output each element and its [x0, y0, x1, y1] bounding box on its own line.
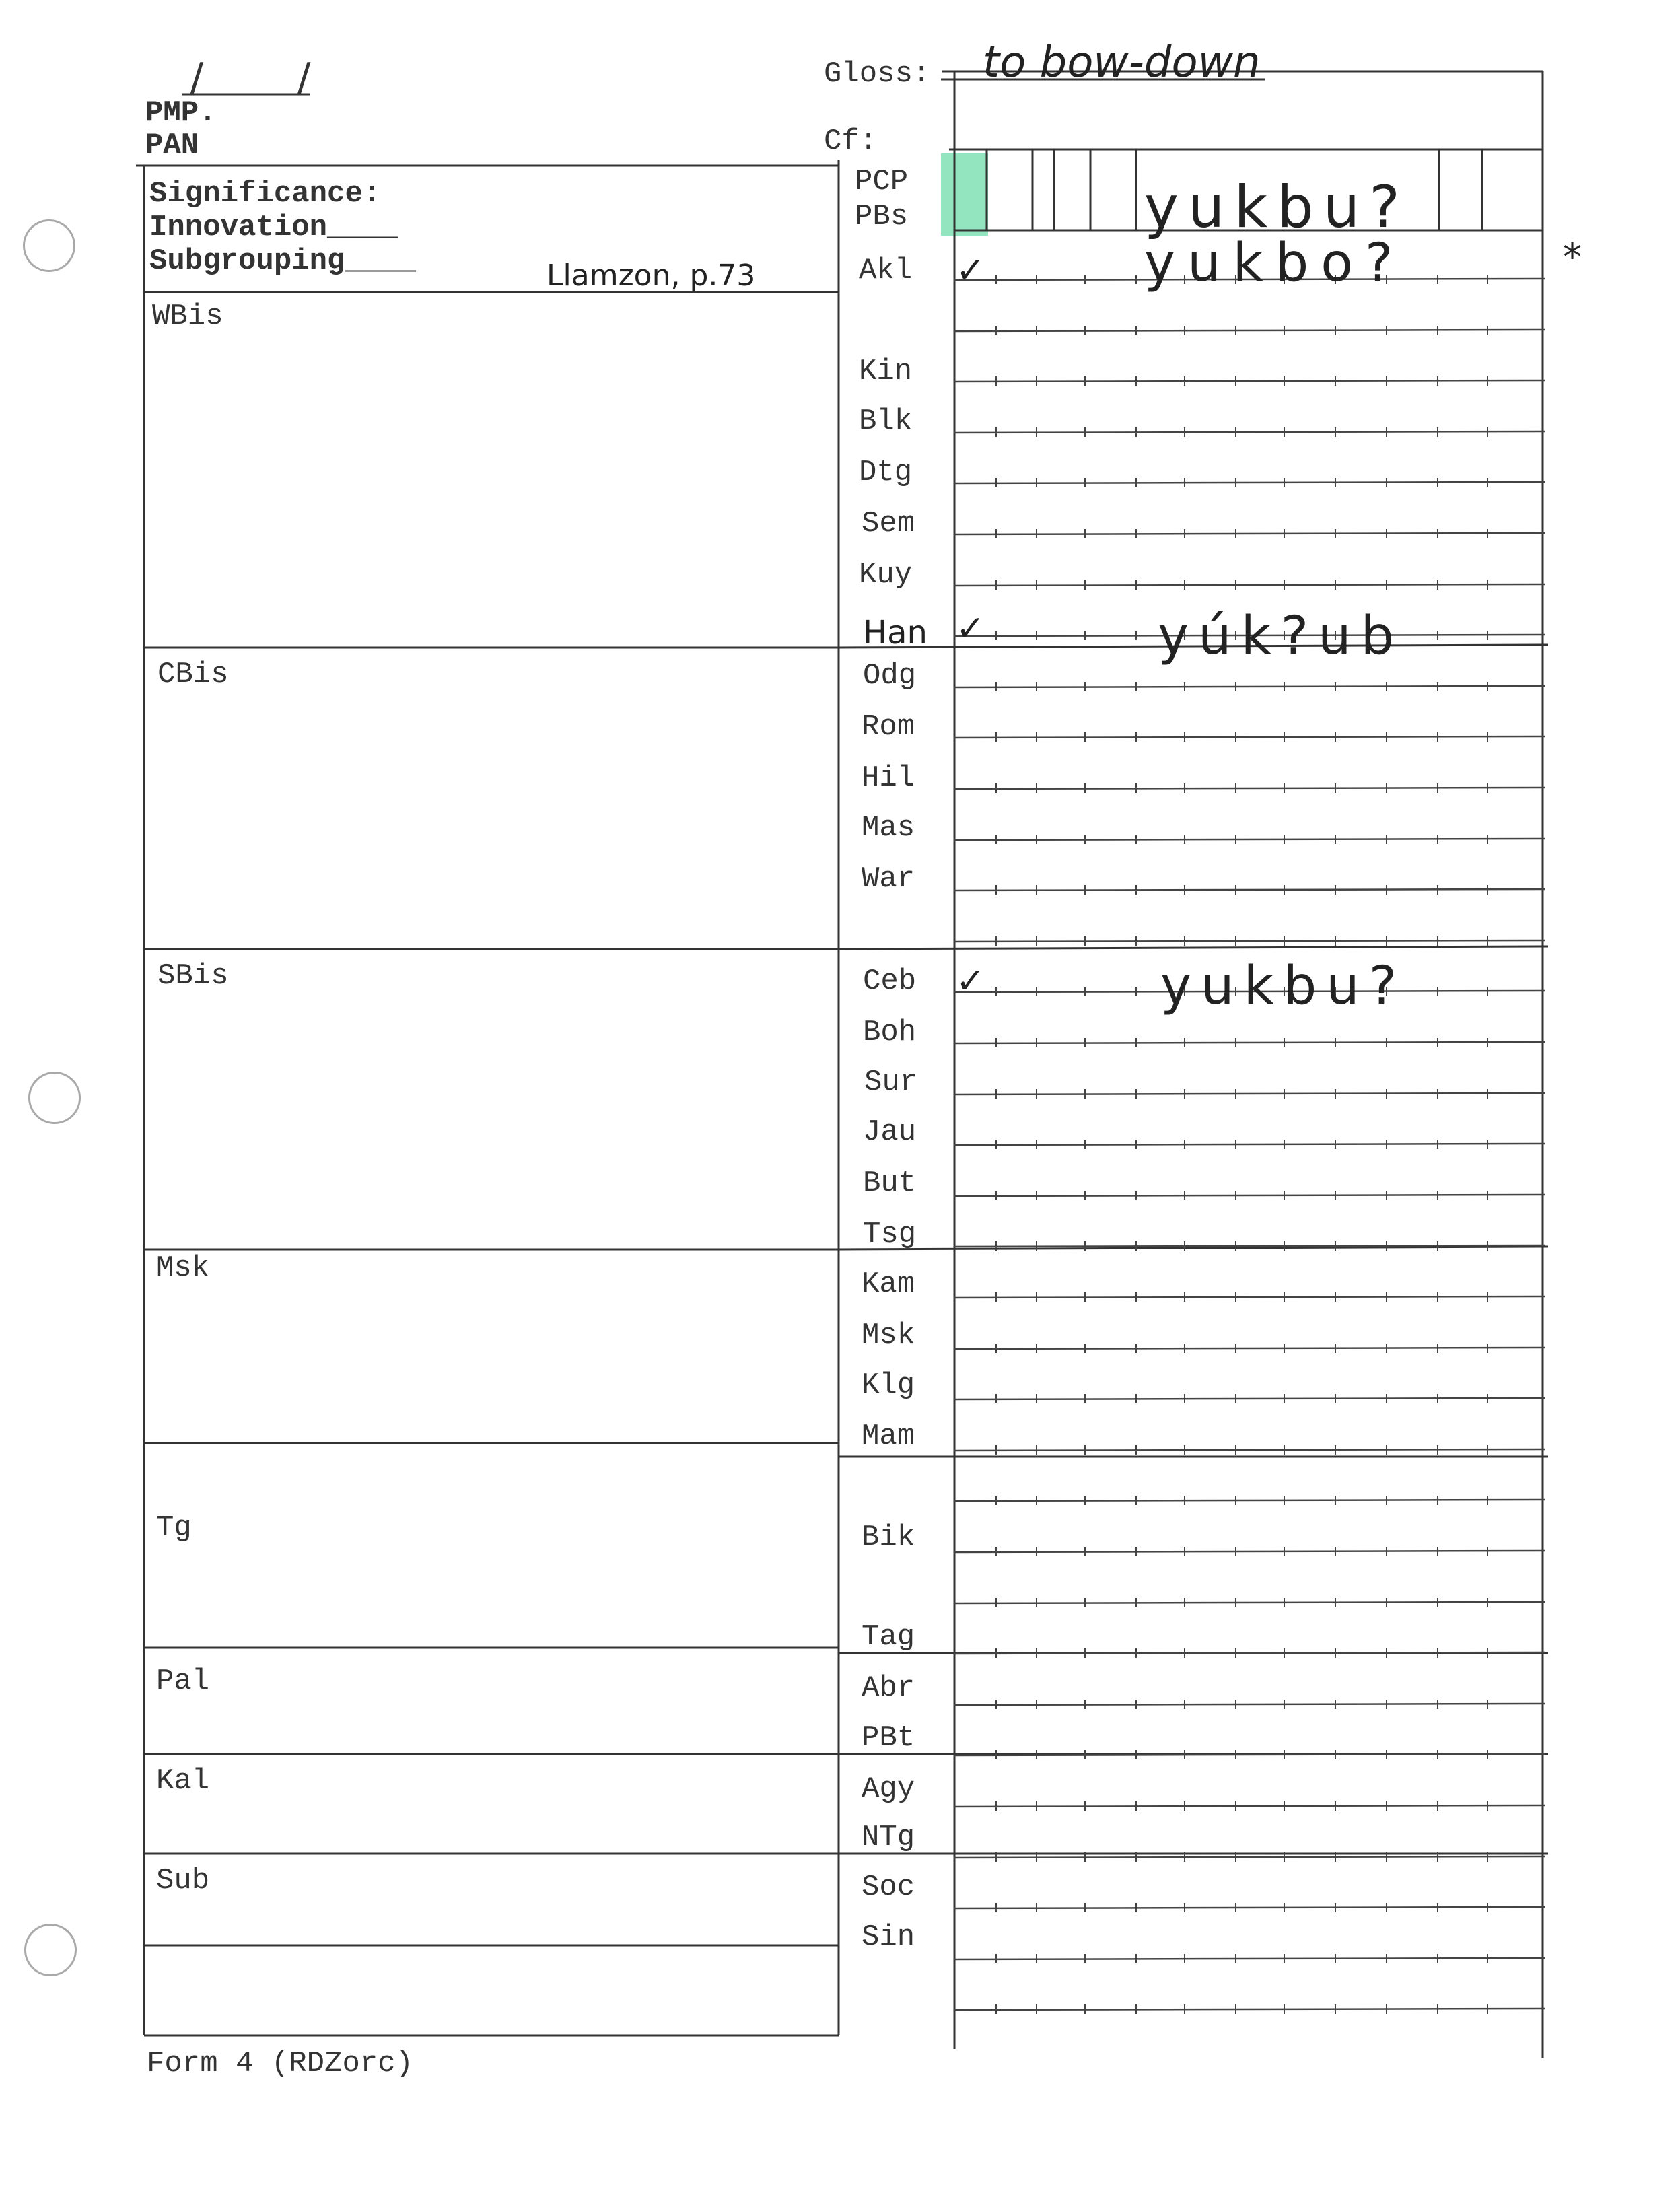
pbs-form: yukbu? — [1144, 174, 1409, 241]
row-label-sin: Sin — [862, 1920, 915, 1954]
row-label-agy: Agy — [862, 1772, 915, 1806]
cf-label: Cf: — [824, 125, 878, 158]
row-label-but: But — [863, 1166, 917, 1200]
row-label-msk: Msk — [862, 1319, 915, 1352]
date-marks: / / — [190, 55, 351, 102]
ceb-form: yukbu? — [1160, 956, 1407, 1016]
row-label-klg: Klg — [862, 1368, 915, 1402]
row-label-akl: Akl — [859, 254, 913, 287]
row-label-boh: Boh — [863, 1016, 917, 1049]
group-label-msk: Msk — [156, 1251, 210, 1285]
row-label-abr: Abr — [862, 1671, 915, 1705]
group-label-sbis: SBis — [158, 959, 229, 993]
group-label-kal: Kal — [156, 1764, 210, 1798]
significance-title: Significance: — [149, 177, 381, 211]
row-label-soc: Soc — [862, 1871, 915, 1904]
gloss-value: to bow-down — [983, 38, 1261, 88]
row-label-kuy: Kuy — [859, 558, 913, 592]
row-label-war: War — [862, 862, 915, 896]
row-label-sur: Sur — [864, 1066, 918, 1099]
row-label-sem: Sem — [862, 507, 915, 540]
row-label-ceb: Ceb — [863, 965, 917, 998]
akl-star: * — [1563, 236, 1582, 279]
pmp-label: PMP. — [145, 96, 217, 130]
row-label-kin: Kin — [859, 355, 913, 388]
han-check: ✓ — [956, 608, 985, 649]
akl-check: ✓ — [956, 250, 985, 291]
row-label-dtg: Dtg — [859, 456, 913, 489]
gloss-label: Gloss: — [824, 57, 931, 91]
row-label-ntg: NTg — [862, 1821, 915, 1854]
akl-form: yukbo? — [1144, 233, 1405, 293]
form-footer-label: Form 4 (RDZorc) — [147, 2047, 414, 2081]
source-note: Llamzon, p.73 — [547, 258, 756, 293]
subgrouping-label: Subgrouping____ — [149, 244, 417, 278]
row-label-bik: Bik — [862, 1521, 915, 1554]
group-label-tg: Tg — [156, 1511, 192, 1545]
innovation-label: Innovation____ — [149, 211, 398, 244]
row-label-pbt: PBt — [862, 1721, 915, 1755]
row-label-kam: Kam — [862, 1267, 915, 1301]
row-label-jau: Jau — [863, 1115, 917, 1149]
group-label-sub: Sub — [156, 1864, 210, 1897]
row-label-mas: Mas — [862, 811, 915, 845]
group-label-cbis: CBis — [158, 658, 229, 691]
group-label-wbis: WBis — [152, 300, 223, 333]
row-label-hil: Hil — [862, 761, 915, 795]
row-label-tsg: Tsg — [863, 1218, 917, 1251]
row-label-tag: Tag — [862, 1620, 915, 1654]
ceb-check: ✓ — [956, 961, 985, 1002]
row-label-mam: Mam — [862, 1420, 915, 1453]
row-label-pbs: PBs — [855, 200, 909, 234]
row-label-pcp: PCP — [855, 165, 909, 199]
row-label-odg: Odg — [863, 659, 917, 693]
row-label-han: Han — [863, 614, 928, 652]
group-label-pal: Pal — [156, 1665, 210, 1698]
pan-label: PAN — [145, 129, 199, 162]
row-label-blk: Blk — [859, 405, 913, 438]
row-label-rom: Rom — [862, 710, 915, 744]
han-form: yúk?ub — [1158, 606, 1404, 666]
